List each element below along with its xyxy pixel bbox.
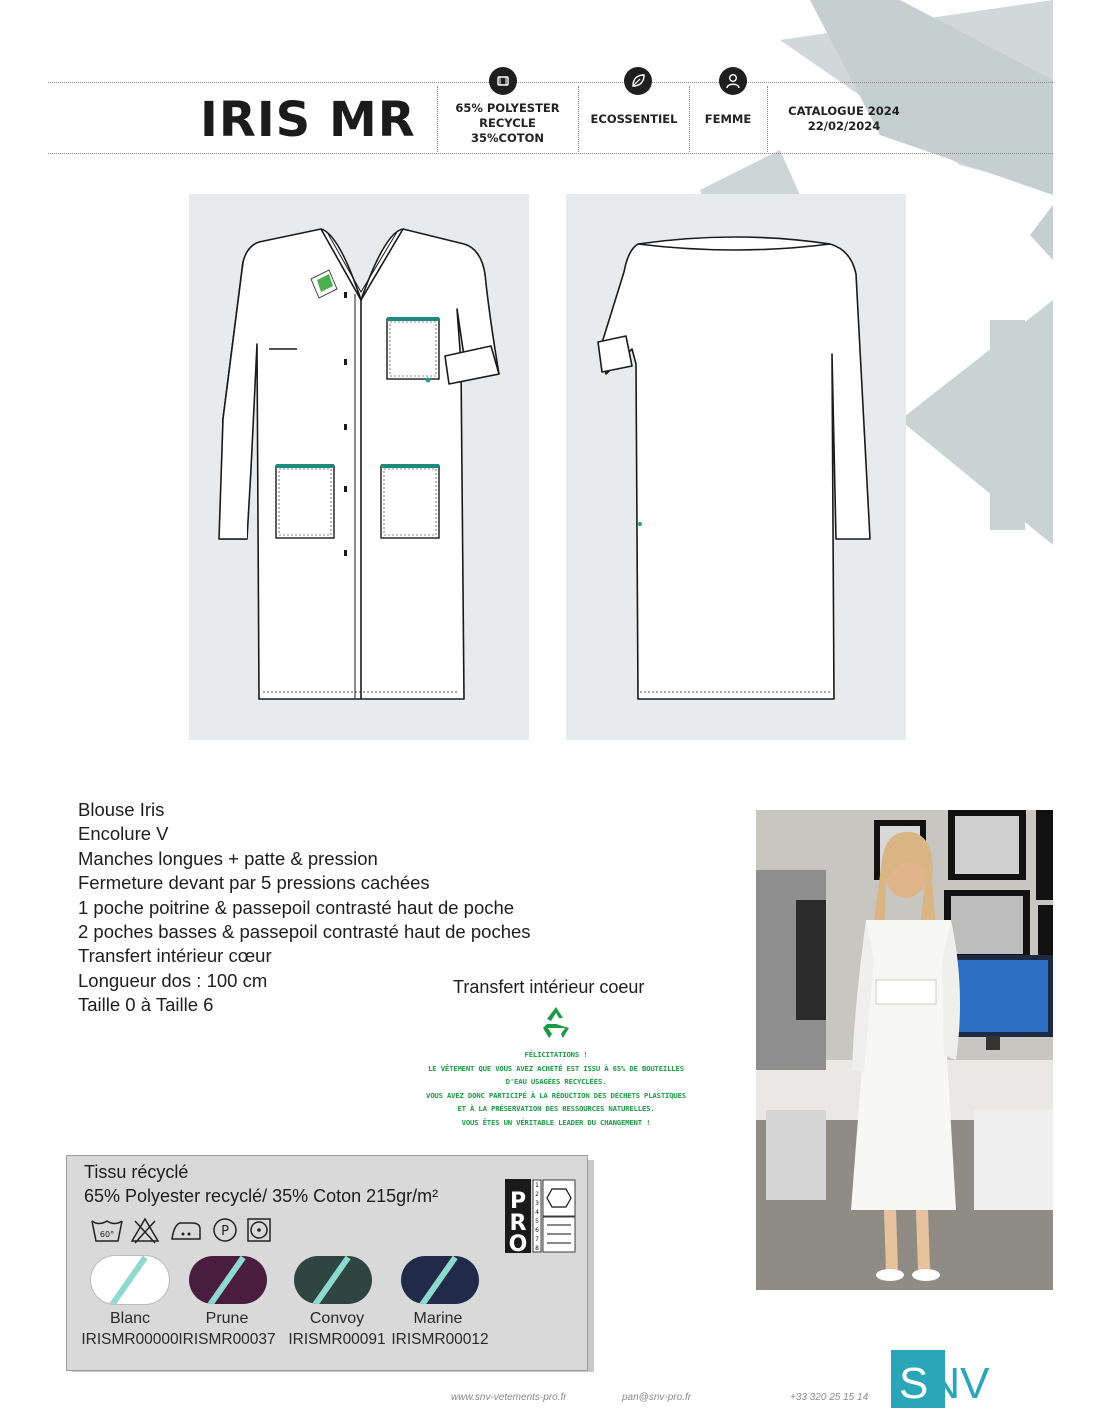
transfer-line: LE VÊTEMENT QUE VOUS AVEZ ACHETÉ EST ISSU À 65% DE BOUTEILLES — [428, 1063, 684, 1073]
svg-text:R: R — [509, 1211, 527, 1236]
model-photo — [756, 810, 1053, 1290]
header-divider — [578, 86, 579, 152]
transfer-line: D'EAU USAGÉES RECYCLÉES. — [505, 1077, 607, 1087]
footer-phone: +33 320 25 15 14 — [790, 1392, 869, 1403]
fabric-composition: 65% Polyester recyclé/ 35% Coton 215gr/m² — [84, 1186, 439, 1206]
description-line: 1 poche poitrine & passepoil contrasté haut de poche — [78, 896, 515, 918]
svg-text:P: P — [221, 1224, 229, 1239]
svg-text:7: 7 — [535, 1236, 539, 1243]
footer-website[interactable]: www.snv-vetements-pro.fr — [451, 1392, 567, 1403]
color-swatch-convoy[interactable] — [294, 1256, 372, 1304]
snv-logo — [891, 1350, 1031, 1412]
description-line: Blouse Iris — [78, 799, 165, 820]
no-bleach-icon — [130, 1215, 160, 1245]
color-name: Convoy — [309, 1310, 365, 1327]
svg-text:P: P — [509, 1189, 527, 1214]
wash-60-icon — [90, 1215, 124, 1245]
catalogue-label: CATALOGUE 2024 22/02/2024 — [788, 104, 900, 133]
product-title: IRIS MR — [200, 92, 416, 148]
transfer-title: Transfert intérieur coeur — [453, 977, 645, 997]
svg-text:5: 5 — [535, 1218, 539, 1225]
header-divider — [437, 86, 438, 152]
model-photo-illustration — [756, 810, 1053, 1290]
svg-text:6: 6 — [535, 1227, 539, 1234]
header-top-rule — [48, 82, 1053, 83]
color-name: Blanc — [109, 1310, 151, 1327]
range-label: ECOSSENTIEL — [590, 111, 678, 126]
transfer-line: ET À LA PRÉSERVATION DES RESSOURCES NATURELLES. — [457, 1104, 655, 1114]
header-divider — [689, 86, 690, 152]
iron-medium-icon — [168, 1215, 204, 1245]
color-swatch-marine[interactable] — [401, 1256, 479, 1304]
header-divider — [767, 86, 768, 152]
color-name: Prune — [205, 1310, 249, 1327]
fabric-title: Tissu récyclé — [84, 1162, 189, 1182]
svg-text:1: 1 — [535, 1182, 539, 1189]
description-line: 2 poches basses & passepoil contrasté haut de poches — [78, 921, 531, 943]
footer-email[interactable]: pan@snv-pro.fr — [622, 1392, 692, 1403]
transfer-line: VOUS AVEZ DONC PARTICIPÉ À LA RÉDUCTION DES DÉCHETS PLASTIQUES — [426, 1090, 686, 1100]
back-view-drawing — [566, 194, 906, 740]
dry-clean-p-icon — [210, 1215, 240, 1245]
description-line: Longueur dos : 100 cm — [78, 969, 268, 991]
transfer-line: FÉLICITATIONS ! — [524, 1050, 588, 1059]
color-code: IRISMR00012 — [391, 1331, 489, 1348]
recycle-icon — [538, 1004, 574, 1040]
svg-text:8: 8 — [535, 1245, 539, 1252]
front-view-drawing — [189, 194, 529, 740]
color-code: IRISMR00000 — [81, 1331, 179, 1348]
color-swatch-prune[interactable] — [189, 1256, 267, 1304]
svg-text:4: 4 — [535, 1209, 539, 1216]
color-swatch-blanc[interactable] — [91, 1256, 169, 1304]
svg-text:2: 2 — [535, 1191, 539, 1198]
color-code: IRISMR00091 — [288, 1331, 386, 1348]
back-view-panel — [566, 194, 906, 740]
description-line: Encolure V — [78, 823, 169, 845]
color-code: IRISMR00037 — [178, 1331, 276, 1348]
gender-label: FEMME — [704, 111, 752, 126]
color-name: Marine — [413, 1310, 463, 1327]
svg-text:3: 3 — [535, 1200, 539, 1207]
description-line: Fermeture devant par 5 pressions cachées — [78, 872, 430, 894]
pro-durability-badge — [505, 1179, 577, 1253]
svg-text:O: O — [508, 1232, 528, 1253]
description-line: Transfert intérieur cœur — [78, 945, 272, 967]
front-view-panel — [189, 194, 529, 740]
description-line: Taille 0 à Taille 6 — [78, 994, 214, 1016]
transfer-line: VOUS ÊTES UN VÉRITABLE LEADER DU CHANGEMENT ! — [461, 1117, 651, 1127]
tumble-dry-icon — [244, 1215, 274, 1245]
description-line: Manches longues + patte & pression — [78, 847, 378, 869]
transfer-message — [416, 1048, 696, 1130]
svg-text:SNV: SNV — [899, 1359, 990, 1408]
material-label: 65% POLYESTER RECYCLE 35%COTON — [455, 100, 560, 145]
svg-text:60°: 60° — [99, 1230, 115, 1239]
